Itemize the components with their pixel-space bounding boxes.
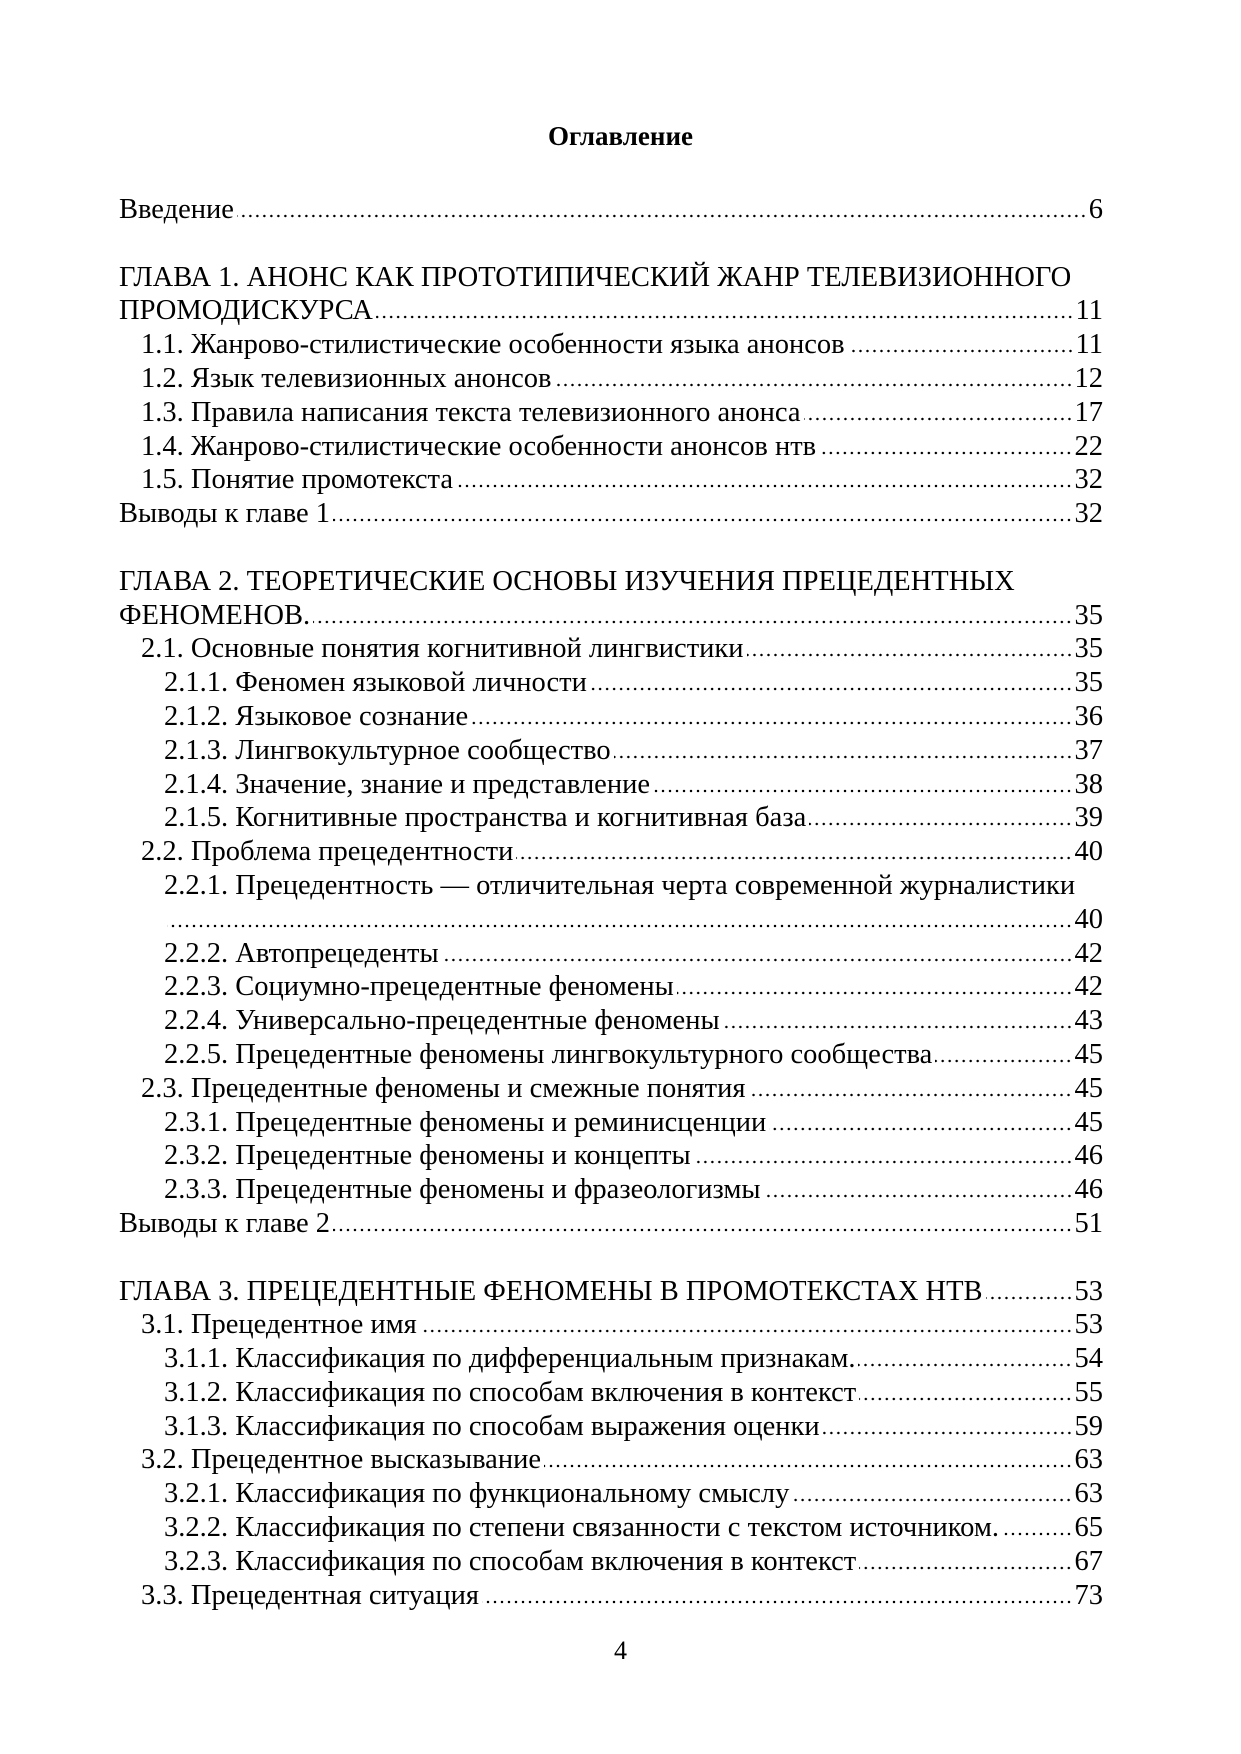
toc-entry[interactable]: [119, 1579, 1103, 1613]
table-of-contents: [119, 193, 1103, 1612]
toc-entry[interactable]: [119, 1511, 1103, 1545]
toc-entry-title: ПРОМОДИСКУРСА: [119, 295, 373, 327]
dot-leader: [167, 924, 1073, 928]
toc-entry-page: 35: [1074, 633, 1103, 665]
dot-leader: [986, 1296, 1073, 1300]
toc-entry-title: Выводы к главе 2: [119, 1207, 331, 1239]
toc-entry-title: 2.2. Проблема прецедентности: [141, 836, 514, 868]
toc-entry-title: 2.1. Основные понятия когнитивной лингвистики: [141, 633, 744, 665]
toc-entry[interactable]: [119, 801, 1103, 835]
dot-leader: [653, 789, 1073, 793]
dot-leader: [764, 1194, 1073, 1198]
dot-leader: [333, 518, 1072, 522]
blank-line: [119, 1241, 1103, 1275]
toc-entry-page: 36: [1074, 700, 1103, 732]
dot-leader: [723, 1025, 1073, 1029]
dot-leader: [313, 620, 1072, 624]
dot-leader: [747, 653, 1073, 657]
toc-entry[interactable]: [119, 700, 1103, 734]
toc-entry-title: ФЕНОМЕНОВ.: [119, 599, 311, 631]
blank-line: [119, 531, 1103, 565]
toc-entry-page: 32: [1074, 464, 1103, 496]
toc-entry[interactable]: [119, 1139, 1103, 1173]
toc-entry[interactable]: [119, 261, 1103, 295]
toc-entry-page: 39: [1074, 802, 1103, 834]
dot-leader: [804, 417, 1073, 421]
toc-entry-page: 38: [1074, 768, 1103, 800]
toc-entry[interactable]: [119, 1207, 1103, 1241]
toc-entry[interactable]: [119, 1173, 1103, 1207]
toc-entry-page: 22: [1074, 430, 1103, 462]
toc-entry-title: 2.2.3. Социумно-прецедентные феномены: [164, 971, 674, 1003]
dot-leader: [792, 1498, 1072, 1502]
toc-entry-title: 3.2.3. Классификация по способам включения в контекст: [164, 1545, 857, 1577]
dot-leader: [544, 1464, 1073, 1468]
dot-leader: [694, 1160, 1073, 1164]
toc-entry-page: 45: [1074, 1072, 1103, 1104]
toc-entry-title: Выводы к главе 1: [119, 498, 331, 530]
dot-leader: [376, 315, 1074, 319]
dot-leader: [555, 383, 1073, 387]
toc-entry-page: 17: [1074, 396, 1103, 428]
toc-entry-page: 63: [1074, 1478, 1103, 1510]
toc-entry-title: 3.1.1. Классификация по дифференциальным признакам.: [164, 1343, 856, 1375]
toc-entry-title: 2.3. Прецедентные феномены и смежные понятия: [141, 1072, 746, 1104]
toc-entry[interactable]: [119, 599, 1103, 633]
toc-entry-title: 2.2.5. Прецедентные феномены лингвокультурного сообщества: [164, 1038, 933, 1070]
toc-entry-title: 2.1.5. Когнитивные пространства и когнитивная база: [164, 802, 807, 834]
toc-entry-title: 3.1.3. Классификация по способам выражения оценки: [164, 1410, 820, 1442]
toc-entry[interactable]: [119, 294, 1103, 328]
dot-leader: [442, 958, 1073, 962]
toc-entry[interactable]: [119, 1038, 1103, 1072]
dot-leader: [769, 1127, 1072, 1131]
toc-entry-page: 37: [1074, 734, 1103, 766]
dot-leader: [590, 687, 1073, 691]
toc-entry-page: 55: [1074, 1376, 1103, 1408]
toc-entry[interactable]: [119, 1072, 1103, 1106]
dot-leader: [935, 1059, 1072, 1063]
toc-entry-page: 45: [1074, 1038, 1103, 1070]
toc-entry[interactable]: [119, 1308, 1103, 1342]
dot-leader: [823, 1431, 1073, 1435]
toc-entry-title: 2.2.1. Прецедентность — отличительная черта современной журналистики: [164, 869, 1076, 901]
toc-entry-page: 35: [1074, 599, 1103, 631]
toc-entry[interactable]: [119, 666, 1103, 700]
toc-entry-title: 2.1.2. Языковое сознание: [164, 700, 469, 732]
toc-entry[interactable]: [119, 937, 1103, 971]
toc-entry[interactable]: [119, 632, 1103, 666]
toc-entry-title: 3.2.2. Классификация по степени связанности с текстом источником.: [164, 1512, 1000, 1544]
dot-leader: [614, 755, 1073, 759]
toc-entry[interactable]: [119, 903, 1103, 937]
toc-entry[interactable]: [119, 1443, 1103, 1477]
toc-entry-title: 3.3. Прецедентная ситуация: [141, 1579, 479, 1611]
toc-entry[interactable]: [119, 430, 1103, 464]
dot-leader: [333, 1228, 1072, 1232]
toc-entry[interactable]: [119, 1004, 1103, 1038]
toc-entry-title: 3.2.1. Классификация по функциональному смыслу: [164, 1478, 790, 1510]
toc-entry[interactable]: [119, 970, 1103, 1004]
toc-entry[interactable]: [119, 734, 1103, 768]
toc-entry-title: 2.3.2. Прецедентные феномены и концепты: [164, 1140, 691, 1172]
toc-entry[interactable]: [119, 193, 1103, 227]
toc-entry-page: 53: [1074, 1309, 1103, 1341]
toc-entry-page: 42: [1074, 937, 1103, 969]
dot-leader: [858, 1363, 1072, 1367]
toc-entry-title: 2.1.4. Значение, знание и представление: [164, 768, 650, 800]
toc-entry-title: 2.3.1. Прецедентные феномены и реминисценции: [164, 1106, 767, 1138]
toc-entry-page: 35: [1074, 667, 1103, 699]
toc-entry-page: 32: [1074, 498, 1103, 530]
toc-entry-page: 53: [1074, 1275, 1103, 1307]
toc-entry-title: 2.2.4. Универсально-прецедентные феномены: [164, 1005, 720, 1037]
dot-leader: [859, 1566, 1072, 1570]
toc-entry-page: 40: [1074, 836, 1103, 868]
toc-entry[interactable]: [119, 1545, 1103, 1579]
toc-entry-page: 42: [1074, 971, 1103, 1003]
toc-entry-title: 3.1.2. Классификация по способам включения в контекст: [164, 1376, 857, 1408]
toc-entry[interactable]: [119, 1477, 1103, 1511]
toc-entry[interactable]: [119, 565, 1103, 599]
toc-entry[interactable]: [119, 768, 1103, 802]
toc-entry-title: 1.4. Жанрово-стилистические особенности анонсов нтв: [141, 430, 817, 462]
toc-entry[interactable]: [119, 1275, 1103, 1309]
toc-entry-title: 2.1.3. Лингвокультурное сообщество: [164, 734, 611, 766]
dot-leader: [848, 349, 1074, 353]
toc-entry-page: 51: [1074, 1207, 1103, 1239]
toc-entry[interactable]: [119, 362, 1103, 396]
toc-entry-page: 63: [1074, 1444, 1103, 1476]
toc-entry-title: Введение: [119, 194, 234, 225]
toc-entry[interactable]: [119, 396, 1103, 430]
toc-entry[interactable]: [119, 1376, 1103, 1410]
toc-entry[interactable]: [119, 1410, 1103, 1444]
toc-entry-title: 1.5. Понятие промотекста: [141, 464, 454, 496]
toc-entry-page: 11: [1075, 295, 1103, 327]
page-number: 4: [614, 1636, 627, 1665]
toc-entry[interactable]: [119, 1106, 1103, 1140]
toc-entry-title: 1.3. Правила написания текста телевизионного анонса: [141, 396, 801, 428]
toc-entry-page: 6: [1088, 194, 1103, 225]
dot-leader: [748, 1093, 1072, 1097]
toc-entry-title: 3.1. Прецедентное имя: [141, 1309, 417, 1341]
toc-entry-title: ГЛАВА 2. ТЕОРЕТИЧЕСКИЕ ОСНОВЫ ИЗУЧЕНИЯ ПРЕЦЕДЕНТНЫХ: [119, 565, 1015, 597]
toc-entry-page: 67: [1074, 1545, 1103, 1577]
toc-entry-title: 1.2. Язык телевизионных анонсов: [141, 362, 552, 394]
dot-leader: [237, 214, 1087, 218]
dot-leader: [471, 721, 1072, 725]
dot-leader: [1002, 1532, 1072, 1536]
toc-entry-title: 2.1.1. Феномен языковой личности: [164, 667, 587, 699]
toc-entry-page: 11: [1075, 329, 1103, 361]
toc-entry[interactable]: [119, 328, 1103, 362]
toc-entry-title: 2.3.3. Прецедентные феномены и фразеологизмы: [164, 1174, 761, 1206]
toc-entry-page: 43: [1074, 1005, 1103, 1037]
toc-entry-page: 54: [1074, 1343, 1103, 1375]
dot-leader: [819, 451, 1072, 455]
page-title: Оглавление: [548, 121, 693, 151]
toc-entry[interactable]: [119, 835, 1103, 869]
toc-entry[interactable]: [119, 497, 1103, 531]
dot-leader: [516, 856, 1072, 860]
blank-line: [119, 227, 1103, 261]
toc-entry-page: 65: [1074, 1512, 1103, 1544]
toc-entry[interactable]: [119, 463, 1103, 497]
toc-entry-title: ГЛАВА 3. ПРЕЦЕДЕНТНЫЕ ФЕНОМЕНЫ В ПРОМОТЕКСТАХ НТВ: [119, 1275, 983, 1307]
toc-entry-title: 2.2.2. Автопрецеденты: [164, 937, 439, 969]
dot-leader: [859, 1397, 1072, 1401]
dot-leader: [809, 822, 1072, 826]
toc-entry-page: 12: [1074, 362, 1103, 394]
dot-leader: [456, 484, 1072, 488]
toc-entry[interactable]: [119, 1342, 1103, 1376]
toc-entry-title: 3.2. Прецедентное высказывание: [141, 1444, 541, 1476]
toc-entry-page: 46: [1074, 1140, 1103, 1172]
toc-entry-page: 59: [1074, 1410, 1103, 1442]
dot-leader: [677, 991, 1073, 995]
toc-entry-page: 45: [1074, 1106, 1103, 1138]
toc-entry-title: ГЛАВА 1. АНОНС КАК ПРОТОТИПИЧЕСКИЙ ЖАНР ТЕЛЕВИЗИОННОГО: [119, 261, 1072, 293]
dot-leader: [420, 1329, 1073, 1333]
toc-entry-page: 40: [1074, 903, 1103, 935]
dot-leader: [482, 1600, 1073, 1604]
toc-entry-title: 1.1. Жанрово-стилистические особенности языка анонсов: [141, 329, 845, 361]
toc-entry[interactable]: [119, 869, 1103, 903]
toc-entry-page: 46: [1074, 1174, 1103, 1206]
toc-entry-page: 73: [1074, 1579, 1103, 1611]
